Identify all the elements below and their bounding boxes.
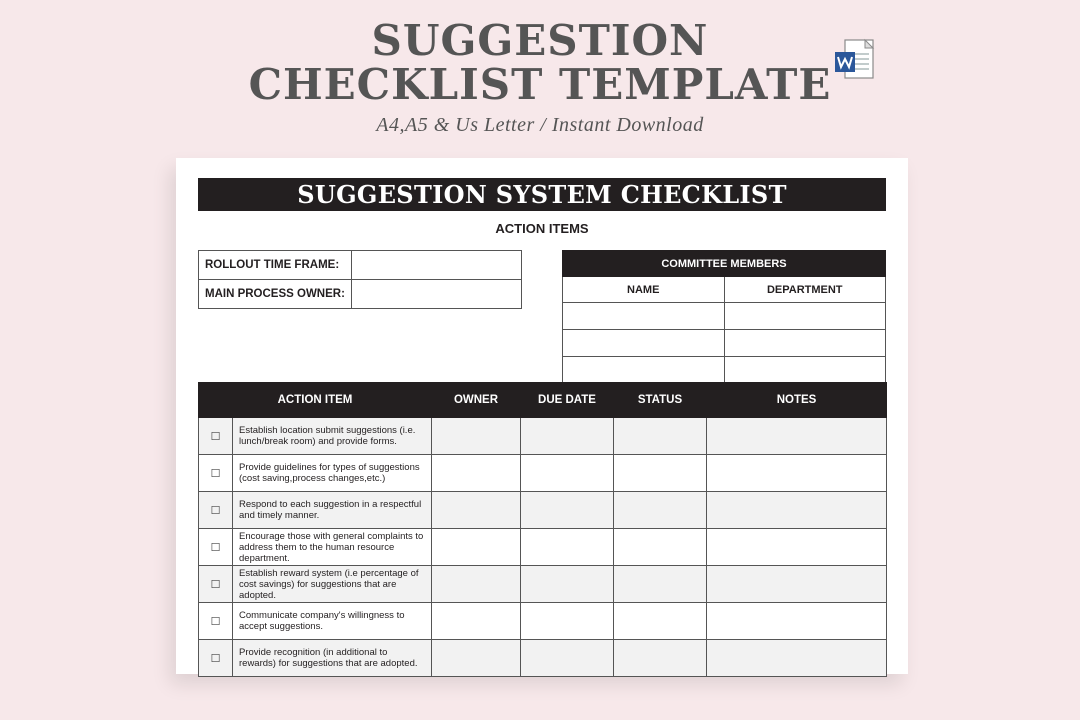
checkbox[interactable]: ☐ (199, 455, 233, 492)
col-due-date: DUE DATE (521, 383, 614, 418)
owner-cell[interactable] (432, 603, 521, 640)
action-text: Provide recognition (in additional to rewards) for suggestions that are adopted. (233, 640, 432, 677)
owner-cell[interactable] (432, 455, 521, 492)
owner-cell[interactable] (432, 566, 521, 603)
rollout-row (199, 251, 522, 280)
status-cell[interactable] (614, 566, 707, 603)
checkbox[interactable]: ☐ (199, 566, 233, 603)
notes-cell[interactable] (707, 418, 887, 455)
committee-row (563, 357, 886, 384)
due-date-cell[interactable] (521, 492, 614, 529)
action-text: Provide guidelines for types of suggestions (cost saving,process changes,etc.) (233, 455, 432, 492)
action-row (199, 492, 887, 529)
owner-cell[interactable] (432, 418, 521, 455)
owner-cell[interactable] (432, 529, 521, 566)
committee-name-cell[interactable] (563, 357, 725, 384)
status-cell[interactable] (614, 603, 707, 640)
action-row (199, 566, 887, 603)
status-cell[interactable] (614, 455, 707, 492)
action-text: Encourage those with general complaints to address them to the human resource department. (233, 529, 432, 566)
committee-title: COMMITTEE MEMBERS (563, 251, 886, 277)
committee-department-cell[interactable] (724, 303, 886, 330)
col-action-item: ACTION ITEM (199, 383, 432, 418)
action-items-table (198, 382, 887, 677)
page-title-line-1: SUGGESTION (371, 16, 709, 65)
due-date-cell[interactable] (521, 603, 614, 640)
col-notes: NOTES (707, 383, 887, 418)
due-date-cell[interactable] (521, 566, 614, 603)
status-cell[interactable] (614, 492, 707, 529)
page-subtitle: A4,A5 & Us Letter / Instant Download (376, 114, 704, 136)
action-row (199, 640, 887, 677)
word-document-icon (833, 38, 877, 82)
sheet-title: SUGGESTION SYSTEM CHECKLIST (198, 178, 886, 211)
committee-row (563, 330, 886, 357)
rollout-label: ROLLOUT TIME FRAME: (199, 251, 352, 280)
owner-field[interactable] (352, 280, 522, 309)
action-text: Establish location submit suggestions (i.e. lunch/break room) and provide forms. (233, 418, 432, 455)
checkbox[interactable]: ☐ (199, 603, 233, 640)
section-heading: ACTION ITEMS (495, 221, 589, 236)
action-row (199, 529, 887, 566)
due-date-cell[interactable] (521, 418, 614, 455)
action-row (199, 603, 887, 640)
committee-col-department: DEPARTMENT (724, 277, 886, 303)
committee-name-cell[interactable] (563, 303, 725, 330)
owner-row (199, 280, 522, 309)
action-row (199, 418, 887, 455)
notes-cell[interactable] (707, 492, 887, 529)
due-date-cell[interactable] (521, 640, 614, 677)
action-text: Respond to each suggestion in a respectful and timely manner. (233, 492, 432, 529)
col-status: STATUS (614, 383, 707, 418)
due-date-cell[interactable] (521, 455, 614, 492)
page-title-line-2: CHECKLIST TEMPLATE (248, 60, 832, 109)
committee-row (563, 303, 886, 330)
status-cell[interactable] (614, 418, 707, 455)
action-text: Establish reward system (i.e percentage of cost savings) for suggestions that are adopted. (233, 566, 432, 603)
due-date-cell[interactable] (521, 529, 614, 566)
status-cell[interactable] (614, 529, 707, 566)
notes-cell[interactable] (707, 529, 887, 566)
rollout-table (198, 250, 522, 309)
notes-cell[interactable] (707, 640, 887, 677)
notes-cell[interactable] (707, 566, 887, 603)
checkbox[interactable]: ☐ (199, 640, 233, 677)
committee-department-cell[interactable] (724, 357, 886, 384)
status-cell[interactable] (614, 640, 707, 677)
checklist-sheet (176, 158, 908, 674)
owner-cell[interactable] (432, 492, 521, 529)
committee-table (562, 250, 886, 384)
committee-department-cell[interactable] (724, 330, 886, 357)
rollout-field[interactable] (352, 251, 522, 280)
owner-label: MAIN PROCESS OWNER: (199, 280, 352, 309)
committee-name-cell[interactable] (563, 330, 725, 357)
notes-cell[interactable] (707, 603, 887, 640)
col-owner: OWNER (432, 383, 521, 418)
action-text: Communicate company's willingness to accept suggestions. (233, 603, 432, 640)
action-header-row (199, 383, 887, 418)
checkbox[interactable]: ☐ (199, 529, 233, 566)
committee-col-name: NAME (563, 277, 725, 303)
action-row (199, 455, 887, 492)
checkbox[interactable]: ☐ (199, 492, 233, 529)
checkbox[interactable]: ☐ (199, 418, 233, 455)
owner-cell[interactable] (432, 640, 521, 677)
notes-cell[interactable] (707, 455, 887, 492)
